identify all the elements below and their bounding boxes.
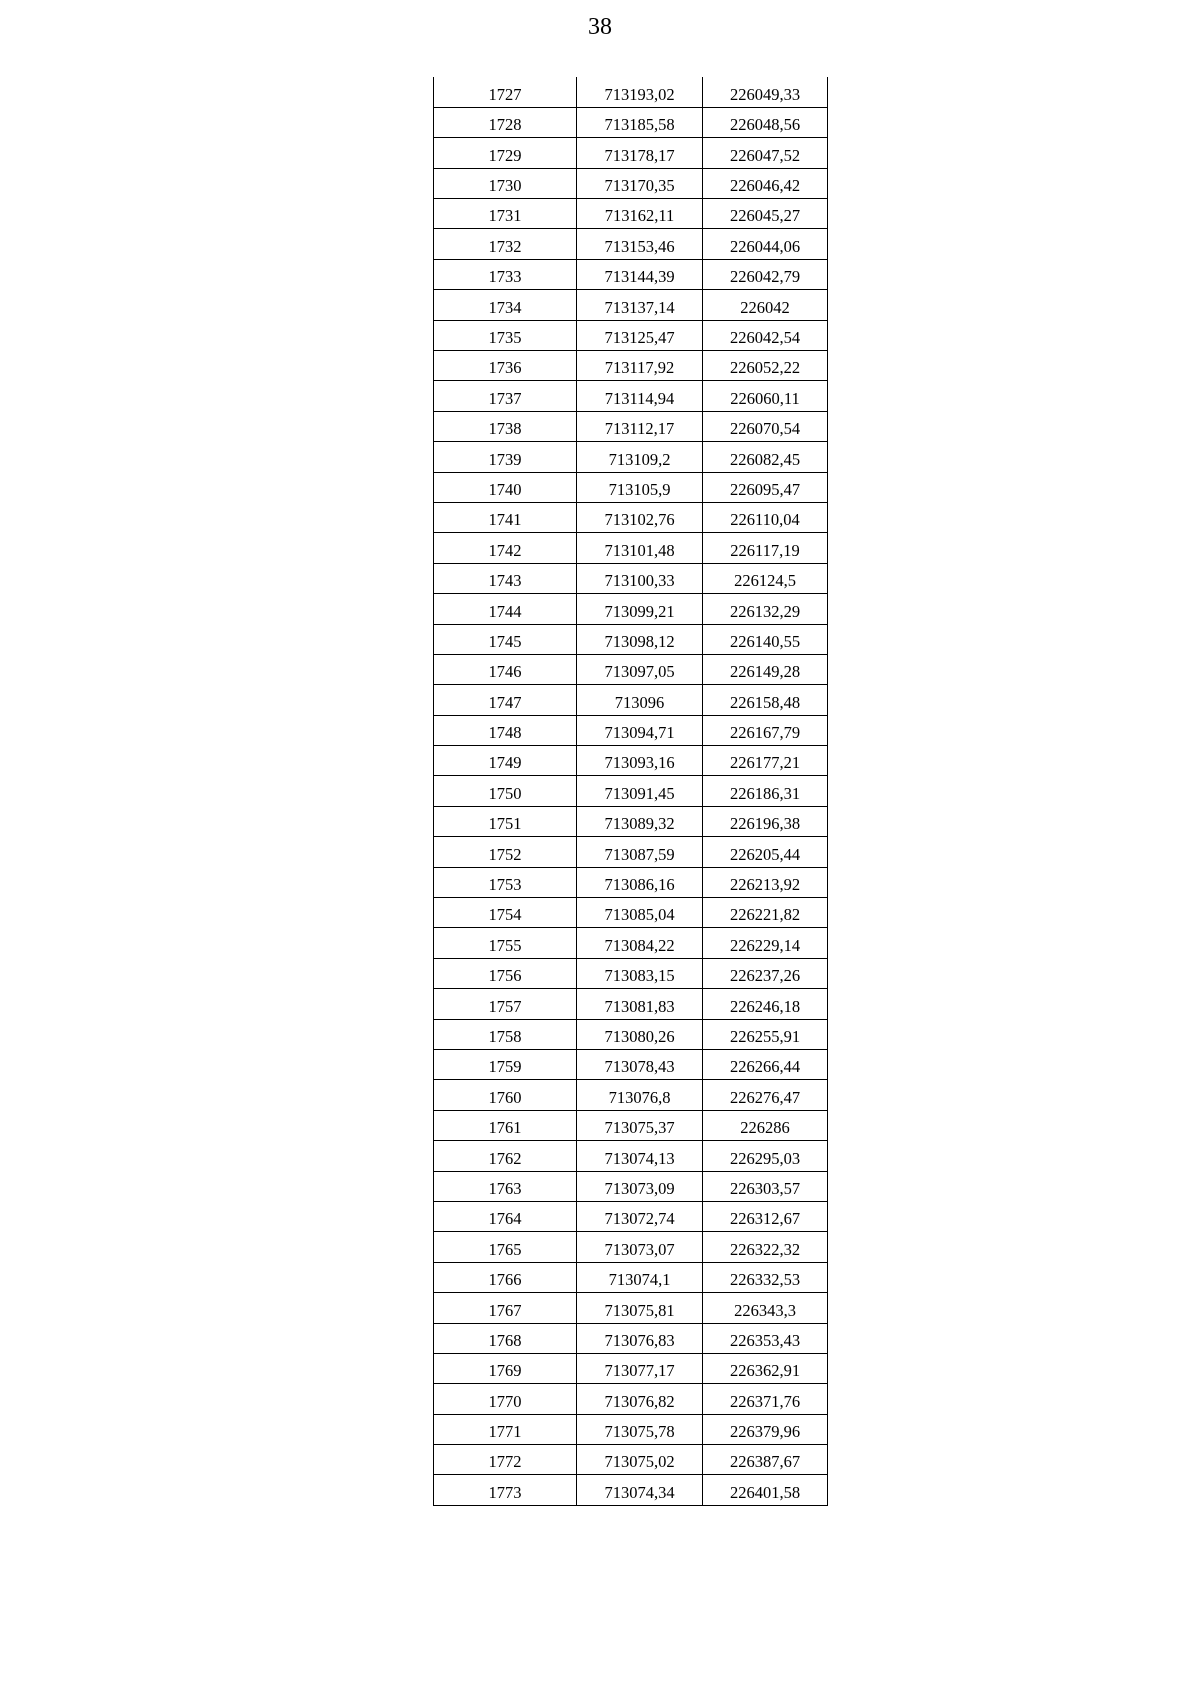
point-number-cell: 1763 — [434, 1171, 577, 1201]
x-coordinate-cell: 713144,39 — [577, 259, 703, 289]
y-coordinate-cell: 226060,11 — [703, 381, 828, 411]
x-coordinate-cell: 713193,02 — [577, 77, 703, 107]
x-coordinate-cell: 713081,83 — [577, 989, 703, 1019]
table-row — [434, 1475, 828, 1505]
point-number-cell: 1762 — [434, 1141, 577, 1171]
x-coordinate-cell: 713185,58 — [577, 107, 703, 137]
point-number-cell: 1759 — [434, 1050, 577, 1080]
point-number-cell: 1727 — [434, 77, 577, 107]
table-row — [434, 1323, 828, 1353]
y-coordinate-cell: 226047,52 — [703, 138, 828, 168]
y-coordinate-cell: 226237,26 — [703, 958, 828, 988]
y-coordinate-cell: 226196,38 — [703, 806, 828, 836]
table-row — [434, 1141, 828, 1171]
point-number-cell: 1748 — [434, 715, 577, 745]
x-coordinate-cell: 713084,22 — [577, 928, 703, 958]
point-number-cell: 1766 — [434, 1262, 577, 1292]
y-coordinate-cell: 226353,43 — [703, 1323, 828, 1353]
y-coordinate-cell: 226042 — [703, 290, 828, 320]
y-coordinate-cell: 226387,67 — [703, 1445, 828, 1475]
x-coordinate-cell: 713074,34 — [577, 1475, 703, 1505]
y-coordinate-cell: 226149,28 — [703, 654, 828, 684]
x-coordinate-cell: 713091,45 — [577, 776, 703, 806]
x-coordinate-cell: 713087,59 — [577, 837, 703, 867]
table-row — [434, 654, 828, 684]
point-number-cell: 1732 — [434, 229, 577, 259]
y-coordinate-cell: 226229,14 — [703, 928, 828, 958]
x-coordinate-cell: 713101,48 — [577, 533, 703, 563]
coordinates-table — [433, 77, 828, 1506]
y-coordinate-cell: 226044,06 — [703, 229, 828, 259]
table-row — [434, 624, 828, 654]
x-coordinate-cell: 713096 — [577, 685, 703, 715]
table-row — [434, 442, 828, 472]
y-coordinate-cell: 226095,47 — [703, 472, 828, 502]
y-coordinate-cell: 226117,19 — [703, 533, 828, 563]
table-row — [434, 1080, 828, 1110]
table-row — [434, 776, 828, 806]
y-coordinate-cell: 226276,47 — [703, 1080, 828, 1110]
point-number-cell: 1736 — [434, 351, 577, 381]
table-row — [434, 1262, 828, 1292]
y-coordinate-cell: 226322,32 — [703, 1232, 828, 1262]
table-row — [434, 1353, 828, 1383]
x-coordinate-cell: 713075,37 — [577, 1110, 703, 1140]
table-row — [434, 1384, 828, 1414]
y-coordinate-cell: 226343,3 — [703, 1293, 828, 1323]
y-coordinate-cell: 226286 — [703, 1110, 828, 1140]
y-coordinate-cell: 226048,56 — [703, 107, 828, 137]
table-row — [434, 381, 828, 411]
point-number-cell: 1743 — [434, 563, 577, 593]
table-row — [434, 594, 828, 624]
point-number-cell: 1765 — [434, 1232, 577, 1262]
point-number-cell: 1760 — [434, 1080, 577, 1110]
y-coordinate-cell: 226124,5 — [703, 563, 828, 593]
table-row — [434, 320, 828, 350]
table-row — [434, 958, 828, 988]
point-number-cell: 1770 — [434, 1384, 577, 1414]
y-coordinate-cell: 226167,79 — [703, 715, 828, 745]
x-coordinate-cell: 713100,33 — [577, 563, 703, 593]
table-row — [434, 1414, 828, 1444]
y-coordinate-cell: 226213,92 — [703, 867, 828, 897]
x-coordinate-cell: 713114,94 — [577, 381, 703, 411]
y-coordinate-cell: 226332,53 — [703, 1262, 828, 1292]
table-row — [434, 1232, 828, 1262]
table-row — [434, 199, 828, 229]
point-number-cell: 1767 — [434, 1293, 577, 1323]
y-coordinate-cell: 226246,18 — [703, 989, 828, 1019]
point-number-cell: 1747 — [434, 685, 577, 715]
point-number-cell: 1755 — [434, 928, 577, 958]
x-coordinate-cell: 713072,74 — [577, 1201, 703, 1231]
table-row — [434, 351, 828, 381]
point-number-cell: 1744 — [434, 594, 577, 624]
y-coordinate-cell: 226295,03 — [703, 1141, 828, 1171]
point-number-cell: 1750 — [434, 776, 577, 806]
table-row — [434, 563, 828, 593]
table-row — [434, 989, 828, 1019]
y-coordinate-cell: 226371,76 — [703, 1384, 828, 1414]
y-coordinate-cell: 226303,57 — [703, 1171, 828, 1201]
table-row — [434, 77, 828, 107]
y-coordinate-cell: 226042,79 — [703, 259, 828, 289]
table-row — [434, 533, 828, 563]
x-coordinate-cell: 713112,17 — [577, 411, 703, 441]
y-coordinate-cell: 226082,45 — [703, 442, 828, 472]
x-coordinate-cell: 713073,07 — [577, 1232, 703, 1262]
y-coordinate-cell: 226110,04 — [703, 502, 828, 532]
x-coordinate-cell: 713162,11 — [577, 199, 703, 229]
table-row — [434, 472, 828, 502]
x-coordinate-cell: 713125,47 — [577, 320, 703, 350]
point-number-cell: 1738 — [434, 411, 577, 441]
table-row — [434, 229, 828, 259]
point-number-cell: 1735 — [434, 320, 577, 350]
y-coordinate-cell: 226205,44 — [703, 837, 828, 867]
point-number-cell: 1771 — [434, 1414, 577, 1444]
table-row — [434, 1171, 828, 1201]
point-number-cell: 1734 — [434, 290, 577, 320]
point-number-cell: 1756 — [434, 958, 577, 988]
table-row — [434, 898, 828, 928]
table-row — [434, 290, 828, 320]
x-coordinate-cell: 713109,2 — [577, 442, 703, 472]
point-number-cell: 1737 — [434, 381, 577, 411]
y-coordinate-cell: 226046,42 — [703, 168, 828, 198]
x-coordinate-cell: 713099,21 — [577, 594, 703, 624]
y-coordinate-cell: 226158,48 — [703, 685, 828, 715]
y-coordinate-cell: 226049,33 — [703, 77, 828, 107]
y-coordinate-cell: 226255,91 — [703, 1019, 828, 1049]
y-coordinate-cell: 226186,31 — [703, 776, 828, 806]
point-number-cell: 1768 — [434, 1323, 577, 1353]
page-number: 38 — [588, 14, 612, 40]
table-row — [434, 746, 828, 776]
x-coordinate-cell: 713117,92 — [577, 351, 703, 381]
x-coordinate-cell: 713075,02 — [577, 1445, 703, 1475]
table-row — [434, 1019, 828, 1049]
y-coordinate-cell: 226045,27 — [703, 199, 828, 229]
x-coordinate-cell: 713075,81 — [577, 1293, 703, 1323]
point-number-cell: 1764 — [434, 1201, 577, 1231]
point-number-cell: 1741 — [434, 502, 577, 532]
y-coordinate-cell: 226379,96 — [703, 1414, 828, 1444]
table-row — [434, 867, 828, 897]
y-coordinate-cell: 226052,22 — [703, 351, 828, 381]
point-number-cell: 1745 — [434, 624, 577, 654]
x-coordinate-cell: 713078,43 — [577, 1050, 703, 1080]
point-number-cell: 1728 — [434, 107, 577, 137]
point-number-cell: 1754 — [434, 898, 577, 928]
table-row — [434, 1293, 828, 1323]
point-number-cell: 1739 — [434, 442, 577, 472]
y-coordinate-cell: 226266,44 — [703, 1050, 828, 1080]
x-coordinate-cell: 713105,9 — [577, 472, 703, 502]
table-row — [434, 1201, 828, 1231]
x-coordinate-cell: 713086,16 — [577, 867, 703, 897]
x-coordinate-cell: 713089,32 — [577, 806, 703, 836]
table-row — [434, 685, 828, 715]
table-row — [434, 411, 828, 441]
x-coordinate-cell: 713170,35 — [577, 168, 703, 198]
point-number-cell: 1749 — [434, 746, 577, 776]
point-number-cell: 1753 — [434, 867, 577, 897]
table-row — [434, 502, 828, 532]
y-coordinate-cell: 226401,58 — [703, 1475, 828, 1505]
x-coordinate-cell: 713074,13 — [577, 1141, 703, 1171]
x-coordinate-cell: 713178,17 — [577, 138, 703, 168]
y-coordinate-cell: 226140,55 — [703, 624, 828, 654]
point-number-cell: 1729 — [434, 138, 577, 168]
x-coordinate-cell: 713076,83 — [577, 1323, 703, 1353]
x-coordinate-cell: 713083,15 — [577, 958, 703, 988]
table-row — [434, 1445, 828, 1475]
point-number-cell: 1731 — [434, 199, 577, 229]
y-coordinate-cell: 226070,54 — [703, 411, 828, 441]
table-row — [434, 806, 828, 836]
x-coordinate-cell: 713097,05 — [577, 654, 703, 684]
point-number-cell: 1757 — [434, 989, 577, 1019]
x-coordinate-cell: 713076,82 — [577, 1384, 703, 1414]
x-coordinate-cell: 713093,16 — [577, 746, 703, 776]
point-number-cell: 1769 — [434, 1353, 577, 1383]
x-coordinate-cell: 713085,04 — [577, 898, 703, 928]
x-coordinate-cell: 713076,8 — [577, 1080, 703, 1110]
x-coordinate-cell: 713073,09 — [577, 1171, 703, 1201]
table-row — [434, 715, 828, 745]
table-row — [434, 259, 828, 289]
x-coordinate-cell: 713075,78 — [577, 1414, 703, 1444]
point-number-cell: 1761 — [434, 1110, 577, 1140]
y-coordinate-cell: 226177,21 — [703, 746, 828, 776]
point-number-cell: 1773 — [434, 1475, 577, 1505]
table-row — [434, 107, 828, 137]
point-number-cell: 1730 — [434, 168, 577, 198]
table-row — [434, 1050, 828, 1080]
table-row — [434, 928, 828, 958]
x-coordinate-cell: 713137,14 — [577, 290, 703, 320]
point-number-cell: 1751 — [434, 806, 577, 836]
x-coordinate-cell: 713080,26 — [577, 1019, 703, 1049]
table-row — [434, 1110, 828, 1140]
x-coordinate-cell: 713094,71 — [577, 715, 703, 745]
point-number-cell: 1740 — [434, 472, 577, 502]
table-row — [434, 138, 828, 168]
point-number-cell: 1742 — [434, 533, 577, 563]
x-coordinate-cell: 713153,46 — [577, 229, 703, 259]
point-number-cell: 1746 — [434, 654, 577, 684]
y-coordinate-cell: 226132,29 — [703, 594, 828, 624]
point-number-cell: 1772 — [434, 1445, 577, 1475]
x-coordinate-cell: 713102,76 — [577, 502, 703, 532]
x-coordinate-cell: 713077,17 — [577, 1353, 703, 1383]
point-number-cell: 1733 — [434, 259, 577, 289]
y-coordinate-cell: 226362,91 — [703, 1353, 828, 1383]
table-row — [434, 837, 828, 867]
x-coordinate-cell: 713098,12 — [577, 624, 703, 654]
coordinates-table-body — [434, 77, 828, 1505]
y-coordinate-cell: 226312,67 — [703, 1201, 828, 1231]
point-number-cell: 1758 — [434, 1019, 577, 1049]
x-coordinate-cell: 713074,1 — [577, 1262, 703, 1292]
point-number-cell: 1752 — [434, 837, 577, 867]
y-coordinate-cell: 226042,54 — [703, 320, 828, 350]
table-row — [434, 168, 828, 198]
y-coordinate-cell: 226221,82 — [703, 898, 828, 928]
